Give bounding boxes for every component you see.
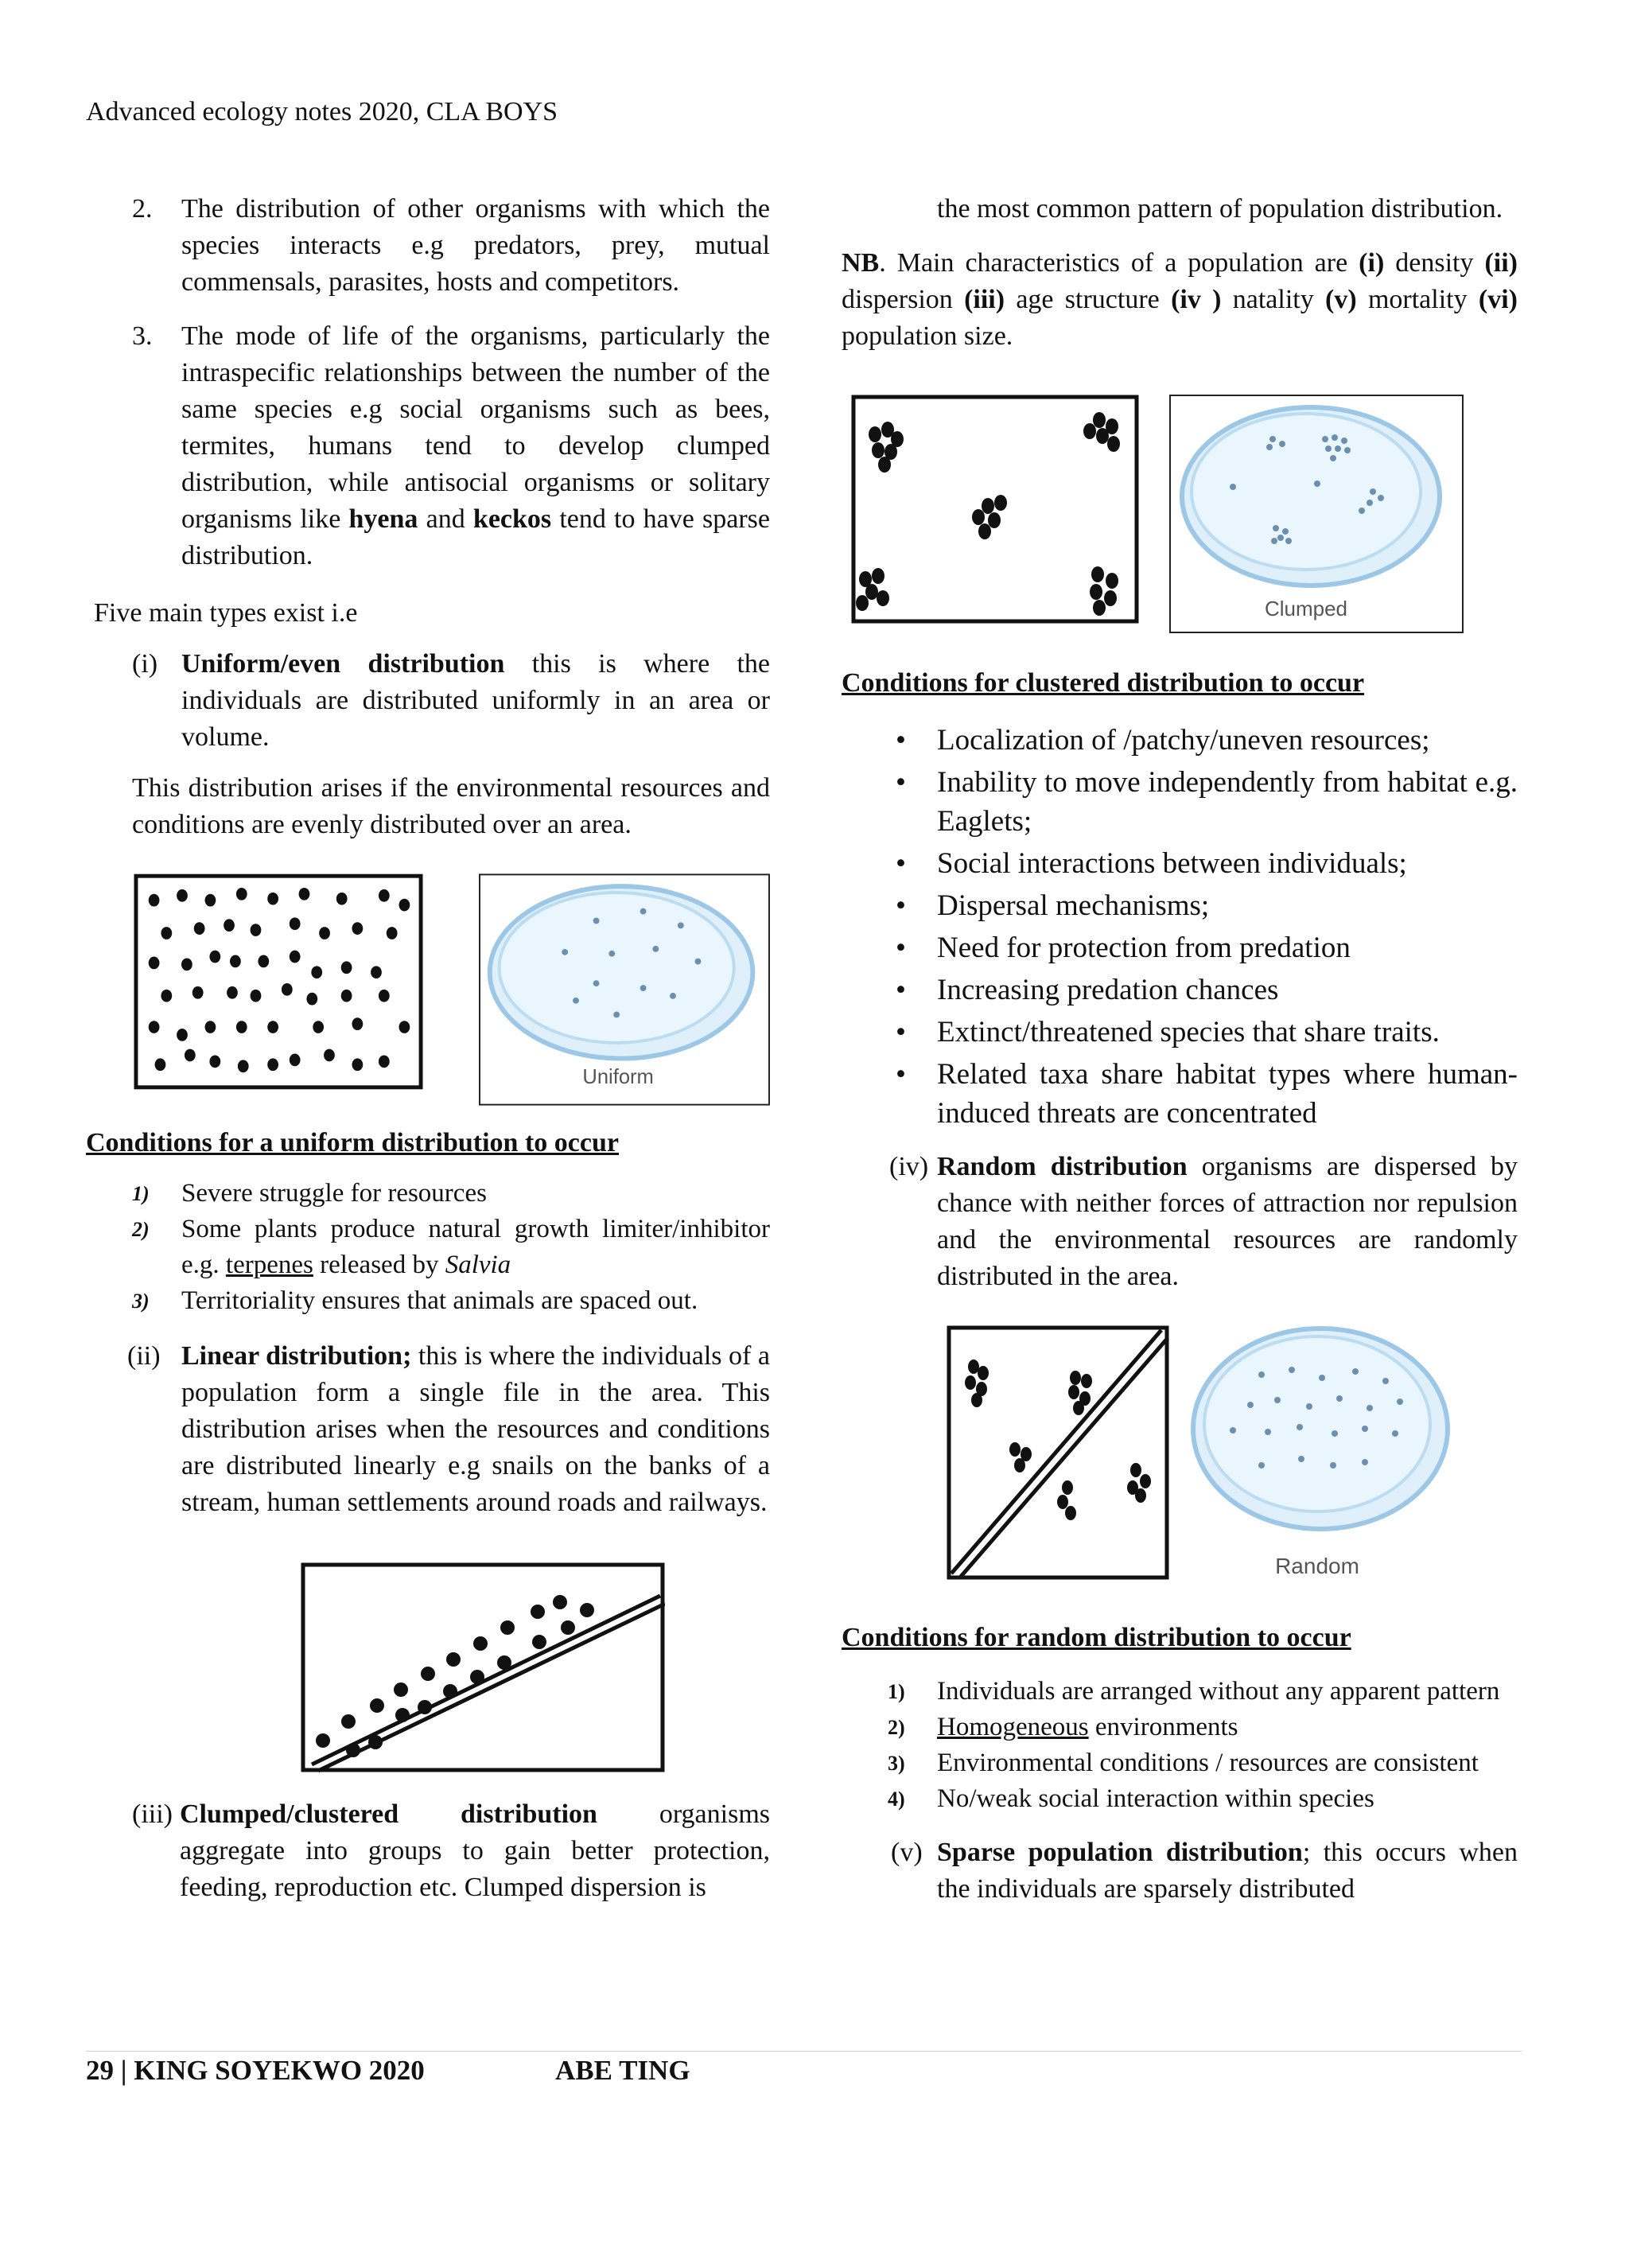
uniform-petri-dish: [479, 872, 770, 1107]
uniform-dots-diagram: [134, 872, 423, 1091]
list-text: Severe struggle for resources: [181, 1179, 487, 1208]
item-text-mid: and: [418, 504, 473, 534]
list-text: environments: [1088, 1713, 1238, 1741]
random-figure-row: [947, 1325, 1518, 1588]
clumped-distribution-item: [86, 1796, 770, 1906]
nb-text: . Main characteristics of a population are: [879, 248, 1359, 278]
page-footer: [86, 2052, 690, 2089]
list-item: [86, 1212, 770, 1283]
sparse-distribution-item: [842, 1834, 1518, 1908]
uniform-conditions-list: [86, 1176, 770, 1319]
list-item: [842, 1781, 1518, 1817]
item-number: (i): [132, 649, 158, 679]
bullet-icon: •: [896, 1016, 906, 1048]
clumped-text: organisms aggregate into groups to gain better protection, feeding, reproduction etc. Clumped dispersion is: [180, 1799, 770, 1902]
item-text: The mode of life of the organisms, particularly the intraspecific relationships between the number of the same species e.g social organisms such as bees, termites, humans tend to develop clumped distribution, while antisocial organisms or solitary organisms like: [181, 321, 770, 534]
nb-marker: (iii): [964, 285, 1005, 314]
nb-note: [842, 245, 1518, 355]
list-text: Localization of /patchy/uneven resources;: [937, 724, 1430, 757]
footer-page-info: 29 | KING SOYEKWO 2020: [86, 2055, 425, 2086]
list-text: Dispersal mechanisms;: [937, 889, 1210, 922]
keckos-term: keckos: [472, 504, 552, 534]
nb-marker: (ii): [1484, 248, 1518, 278]
list-text: No/weak social interaction within species: [937, 1784, 1374, 1813]
clustered-conditions-list: [842, 721, 1518, 1133]
list-text: Environmental conditions / resources are consistent: [937, 1749, 1479, 1777]
list-text: Social interactions between individuals;: [937, 847, 1407, 880]
item-number: (v): [891, 1838, 923, 1867]
list-text: Need for protection from predation: [937, 932, 1351, 964]
clumped-petri-dish: [1169, 395, 1464, 633]
footer-rule: [86, 2051, 1522, 2052]
linear-text: this is where the individuals of a population form a single file in the area. This distribution arises when the resources and conditions are distributed linearly e.g snails on the banks of a stream, human settlements around roads and railways.: [181, 1341, 770, 1517]
list-text: Territoriality ensures that animals are spaced out.: [181, 1286, 698, 1315]
list-item: [842, 1745, 1518, 1781]
random-text: organisms are dispersed by chance with neither forces of attraction nor repulsion and the environmental resources are randomly distributed in the area.: [937, 1152, 1518, 1291]
list-item: [86, 1176, 770, 1212]
right-column: [842, 191, 1518, 1916]
nb-label: NB: [842, 248, 880, 278]
list-text: Related taxa share habitat types where human-induced threats are concentrated: [937, 1058, 1518, 1130]
list-number: 3): [888, 1752, 905, 1775]
nb-text: natality: [1221, 285, 1326, 314]
hyena-term: hyena: [348, 504, 418, 534]
list-item: [842, 1674, 1518, 1710]
list-item: [842, 1710, 1518, 1745]
uniform-conditions-heading: Conditions for a uniform distribution to occur: [86, 1128, 619, 1157]
nb-text: dispersion: [842, 285, 965, 314]
nb-marker: (iv ): [1171, 285, 1222, 314]
uniform-text: this is where the individuals are distributed uniformly in an area or volume.: [181, 649, 770, 752]
uniform-paragraph: This distribution arises if the environmental resources and conditions are evenly distributed over an area.: [132, 773, 770, 839]
uniform-distribution-item: [86, 646, 770, 756]
nb-marker: (i): [1359, 248, 1385, 278]
page-header: Advanced ecology notes 2020, CLA BOYS: [86, 97, 558, 126]
homogeneous-term: Homogeneous: [937, 1713, 1089, 1741]
list-item: [842, 1013, 1518, 1052]
clustered-conditions-heading: Conditions for clustered distribution to occur: [842, 668, 1365, 698]
factor-item-3: [86, 318, 770, 574]
list-item: [842, 886, 1518, 925]
clumped-label: Clumped: [1264, 597, 1348, 620]
list-text: Extinct/threatened species that share traits.: [937, 1016, 1440, 1048]
random-petri-dish: [1185, 1325, 1456, 1588]
linear-distribution-item: [86, 1338, 770, 1521]
uniform-title: Uniform/even distribution: [181, 649, 505, 679]
item-number: (iii): [132, 1799, 173, 1829]
list-item: [86, 1283, 770, 1319]
terpenes-term: terpenes: [225, 1251, 313, 1279]
linear-diagram: [301, 1562, 665, 1772]
sparse-title: Sparse population distribution: [937, 1838, 1303, 1867]
list-text: Individuals are arranged without any apparent pattern: [937, 1677, 1500, 1706]
clumped-title: Clumped/clustered distribution: [180, 1799, 597, 1829]
uniform-figure-row: [134, 872, 770, 1107]
bullet-icon: •: [896, 847, 906, 880]
clumped-dots-diagram: [851, 395, 1139, 624]
factor-item-2: [86, 191, 770, 301]
random-conditions-heading: Conditions for random distribution to occur: [842, 1623, 1351, 1652]
nb-text: population size.: [842, 321, 1013, 351]
list-item: [842, 721, 1518, 760]
list-item: [842, 844, 1518, 883]
left-column: [86, 191, 770, 1914]
bullet-icon: •: [896, 766, 906, 799]
item-number: 2.: [132, 194, 153, 224]
clumped-figure-row: [851, 395, 1518, 633]
list-item: [842, 971, 1518, 1010]
list-text: Some plants produce natural growth limiter/inhibitor e.g.: [181, 1215, 770, 1279]
footer-author: ABE TING: [555, 2055, 690, 2086]
nb-marker: (v): [1325, 285, 1357, 314]
nb-text: mortality: [1356, 285, 1479, 314]
list-item: [842, 1055, 1518, 1133]
list-item: [842, 763, 1518, 841]
list-number: 1): [132, 1182, 150, 1205]
nb-text: age structure: [1005, 285, 1172, 314]
nb-marker: (vi): [1478, 285, 1518, 314]
uniform-label: Uniform: [582, 1066, 654, 1089]
bullet-icon: •: [896, 889, 906, 922]
item-number: 3.: [132, 321, 153, 351]
list-number: 2): [132, 1218, 150, 1241]
linear-title: Linear distribution;: [181, 1341, 412, 1371]
bullet-icon: •: [896, 932, 906, 964]
list-number: 3): [132, 1290, 150, 1313]
random-distribution-item: [842, 1149, 1518, 1295]
item-text: The distribution of other organisms with which the species interacts e.g predators, prey, mutual commensals, parasites, hosts and competitors.: [181, 194, 770, 297]
item-number: (iv): [889, 1152, 929, 1181]
random-conditions-list: [842, 1674, 1518, 1817]
list-item: [842, 928, 1518, 967]
bullet-icon: •: [896, 1058, 906, 1091]
random-label: Random: [1275, 1554, 1359, 1578]
list-text: Increasing predation chances: [937, 974, 1279, 1006]
item-text-end: tend to have sparse distribution.: [181, 504, 771, 570]
random-dots-diagram: [947, 1325, 1169, 1580]
list-text: Inability to move independently from habitat e.g. Eaglets;: [937, 766, 1518, 838]
bullet-icon: •: [896, 724, 906, 757]
list-text-mid: released by: [313, 1251, 445, 1279]
nb-text: density: [1384, 248, 1485, 278]
salvia-term: Salvia: [445, 1251, 511, 1279]
list-number: 4): [888, 1788, 905, 1811]
random-title: Random distribution: [937, 1152, 1188, 1181]
sparse-text: ; this occurs when the individuals are sparsely distributed: [937, 1838, 1518, 1904]
item-number: (ii): [127, 1341, 161, 1371]
bullet-icon: •: [896, 974, 906, 1006]
types-intro: Five main types exist i.e: [94, 598, 358, 628]
clumped-continuation: the most common pattern of population distribution.: [937, 194, 1503, 224]
list-number: 2): [888, 1716, 905, 1739]
list-number: 1): [888, 1680, 905, 1703]
